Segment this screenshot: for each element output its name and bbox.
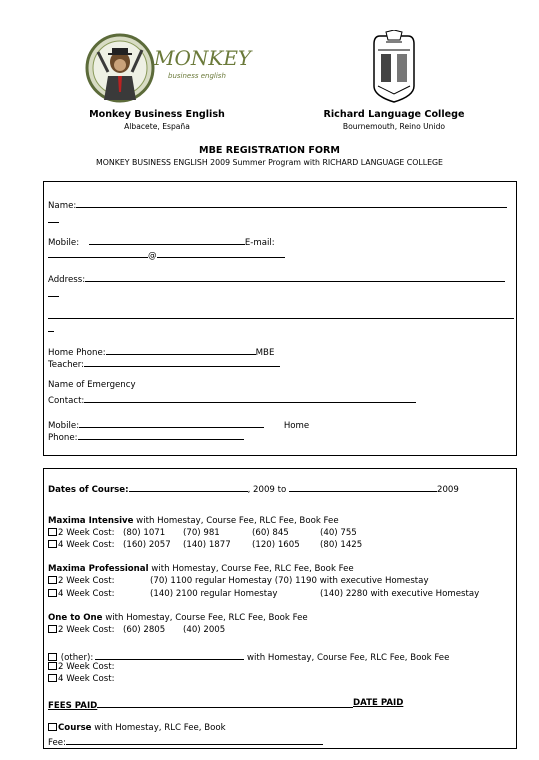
maxima-professional-4wk-row — [48, 589, 114, 599]
name-field[interactable] — [76, 198, 507, 208]
fee-label: Fee: — [48, 738, 66, 748]
maxima-intensive-4wk-checkbox[interactable] — [48, 540, 57, 548]
other-course-checkbox[interactable] — [48, 653, 57, 661]
mbe-label: MBE — [255, 348, 275, 358]
other-2wk-label: 2 Week Cost: — [58, 662, 115, 672]
dates-mid: , 2009 to — [247, 485, 287, 495]
one-to-one-2wk-row — [48, 625, 114, 635]
contact-row — [48, 393, 416, 406]
maxima-professional-4wk-checkbox[interactable] — [48, 589, 57, 597]
price: (160) 2057 — [123, 540, 171, 550]
other-2wk-row — [48, 662, 114, 672]
contact-label: Contact: — [48, 396, 85, 406]
mbe-school-city: Albacete, España — [124, 122, 190, 131]
address-line2-field[interactable] — [48, 309, 514, 319]
fee-row — [48, 735, 323, 748]
home-phone-label: Home Phone: — [48, 348, 106, 358]
mobile-email-row — [48, 235, 275, 248]
course-fee-checkbox[interactable] — [48, 723, 57, 731]
emergency-mobile-field[interactable] — [79, 418, 264, 428]
one-to-one-heading — [48, 613, 308, 623]
maxima-professional-2wk-row — [48, 576, 114, 586]
mobile-label: Mobile: — [48, 238, 80, 248]
name-label: Name: — [48, 201, 77, 211]
monkey-business-logo — [84, 32, 252, 104]
dates-end: 2009 — [437, 485, 459, 495]
other-label: (other): — [60, 653, 94, 663]
end-date-field[interactable] — [289, 482, 437, 492]
maxima-intensive-heading — [48, 516, 339, 526]
mobile-field[interactable] — [89, 235, 245, 245]
maxima-intensive-2wk-row — [48, 528, 114, 538]
dates-label: Dates of Course: — [48, 485, 129, 495]
one-to-one-desc: with Homestay, Course Fee, RLC Fee, Book Fee — [102, 613, 308, 623]
fees-paid-field[interactable] — [97, 698, 353, 708]
maxima-intensive-2wk-checkbox[interactable] — [48, 528, 57, 536]
address-line2-overflow[interactable] — [48, 322, 54, 332]
other-4wk-checkbox[interactable] — [48, 674, 57, 682]
other-4wk-row — [48, 674, 114, 684]
maxima-intensive-4wk-label: 4 Week Cost: — [58, 540, 115, 550]
maxima-professional-heading — [48, 564, 354, 574]
form-title: MBE REGISTRATION FORM — [199, 145, 340, 156]
date-paid-label: DATE PAID — [353, 698, 404, 708]
price: (60) 2805 — [123, 625, 166, 635]
other-course-field[interactable] — [95, 650, 244, 660]
emergency-label: Name of Emergency — [48, 380, 136, 390]
teacher-label: Teacher: — [48, 360, 85, 370]
other-desc: with Homestay, Course Fee, RLC Fee, Book Fee — [246, 653, 450, 663]
price: (40) 755 — [320, 528, 357, 538]
phone-label: Phone: — [48, 433, 78, 443]
maxima-professional-2wk-label: 2 Week Cost: — [58, 576, 115, 586]
teacher-row — [48, 357, 280, 370]
logo-wordmark: MONKEY — [154, 46, 252, 70]
maxima-professional-2wk-checkbox[interactable] — [48, 576, 57, 584]
fees-paid-label: FEES PAID — [48, 701, 98, 711]
course-fee-row — [48, 723, 226, 733]
emergency-mobile-label: Mobile: — [48, 421, 80, 431]
maxima-professional-title: Maxima Professional — [48, 564, 149, 574]
maxima-professional-desc: with Homestay, Course Fee, RLC Fee, Book Fee — [148, 564, 354, 574]
at-sign: @ — [148, 251, 157, 261]
one-to-one-title: One to One — [48, 613, 103, 623]
emergency-contact-field[interactable] — [84, 393, 416, 403]
form-subtitle: MONKEY BUSINESS ENGLISH 2009 Summer Program with RICHARD LANGUAGE COLLEGE — [96, 158, 443, 167]
maxima-professional-4wk-label: 4 Week Cost: — [58, 589, 115, 599]
address-label: Address: — [48, 275, 86, 285]
fee-field[interactable] — [66, 735, 323, 745]
emergency-phone-field[interactable] — [78, 430, 244, 440]
maxima-professional-4wk-regular: (140) 2100 regular Homestay — [150, 589, 278, 599]
one-to-one-2wk-label: 2 Week Cost: — [58, 625, 115, 635]
logo-tagline: business english — [168, 72, 226, 80]
college-city: Bournemouth, Reino Unido — [342, 122, 446, 131]
email-row — [48, 248, 285, 261]
name-field-overflow[interactable] — [48, 213, 59, 223]
course-label: Course — [58, 723, 92, 733]
address-line-2 — [48, 309, 514, 322]
address-field-overflow[interactable] — [48, 287, 59, 297]
maxima-intensive-4wk-row — [48, 540, 114, 550]
price: (140) 1877 — [183, 540, 231, 550]
emergency-phone-row — [48, 430, 244, 443]
other-2wk-checkbox[interactable] — [48, 662, 57, 670]
address-row-cont — [48, 287, 59, 300]
address-row — [48, 272, 505, 285]
address-line-2-cont — [48, 322, 54, 335]
richard-college-crest — [366, 30, 422, 104]
price: (60) 845 — [252, 528, 289, 538]
name-row — [48, 198, 507, 211]
maxima-professional-4wk-executive: (140) 2280 with executive Homestay — [320, 589, 480, 599]
maxima-intensive-2wk-label: 2 Week Cost: — [58, 528, 115, 538]
other-4wk-label: 4 Week Cost: — [58, 674, 115, 684]
course-desc: with Homestay, RLC Fee, Book — [91, 723, 226, 733]
address-field[interactable] — [85, 272, 505, 282]
price: (80) 1071 — [123, 528, 166, 538]
price: (120) 1605 — [252, 540, 300, 550]
price: (70) 981 — [183, 528, 220, 538]
college-name: Richard Language College — [323, 109, 465, 120]
maxima-intensive-desc: with Homestay, Course Fee, RLC Fee, Book Fee — [133, 516, 339, 526]
price: (80) 1425 — [320, 540, 363, 550]
home-label: Home — [283, 421, 310, 431]
email-label: E-mail: — [244, 238, 275, 248]
fees-paid-row — [48, 698, 353, 711]
dates-row — [48, 482, 459, 495]
maxima-intensive-title: Maxima Intensive — [48, 516, 134, 526]
home-phone-field[interactable] — [106, 345, 256, 355]
start-date-field[interactable] — [129, 482, 248, 492]
email-user-field[interactable] — [48, 248, 148, 258]
teacher-field[interactable] — [84, 357, 280, 367]
email-domain-field[interactable] — [157, 248, 285, 258]
price: (40) 2005 — [183, 625, 226, 635]
mbe-school-name: Monkey Business English — [89, 109, 225, 120]
maxima-professional-2wk-prices: (70) 1100 regular Homestay (70) 1190 with executive Homestay — [150, 576, 429, 586]
one-to-one-2wk-checkbox[interactable] — [48, 625, 57, 633]
name-row-cont — [48, 213, 59, 226]
